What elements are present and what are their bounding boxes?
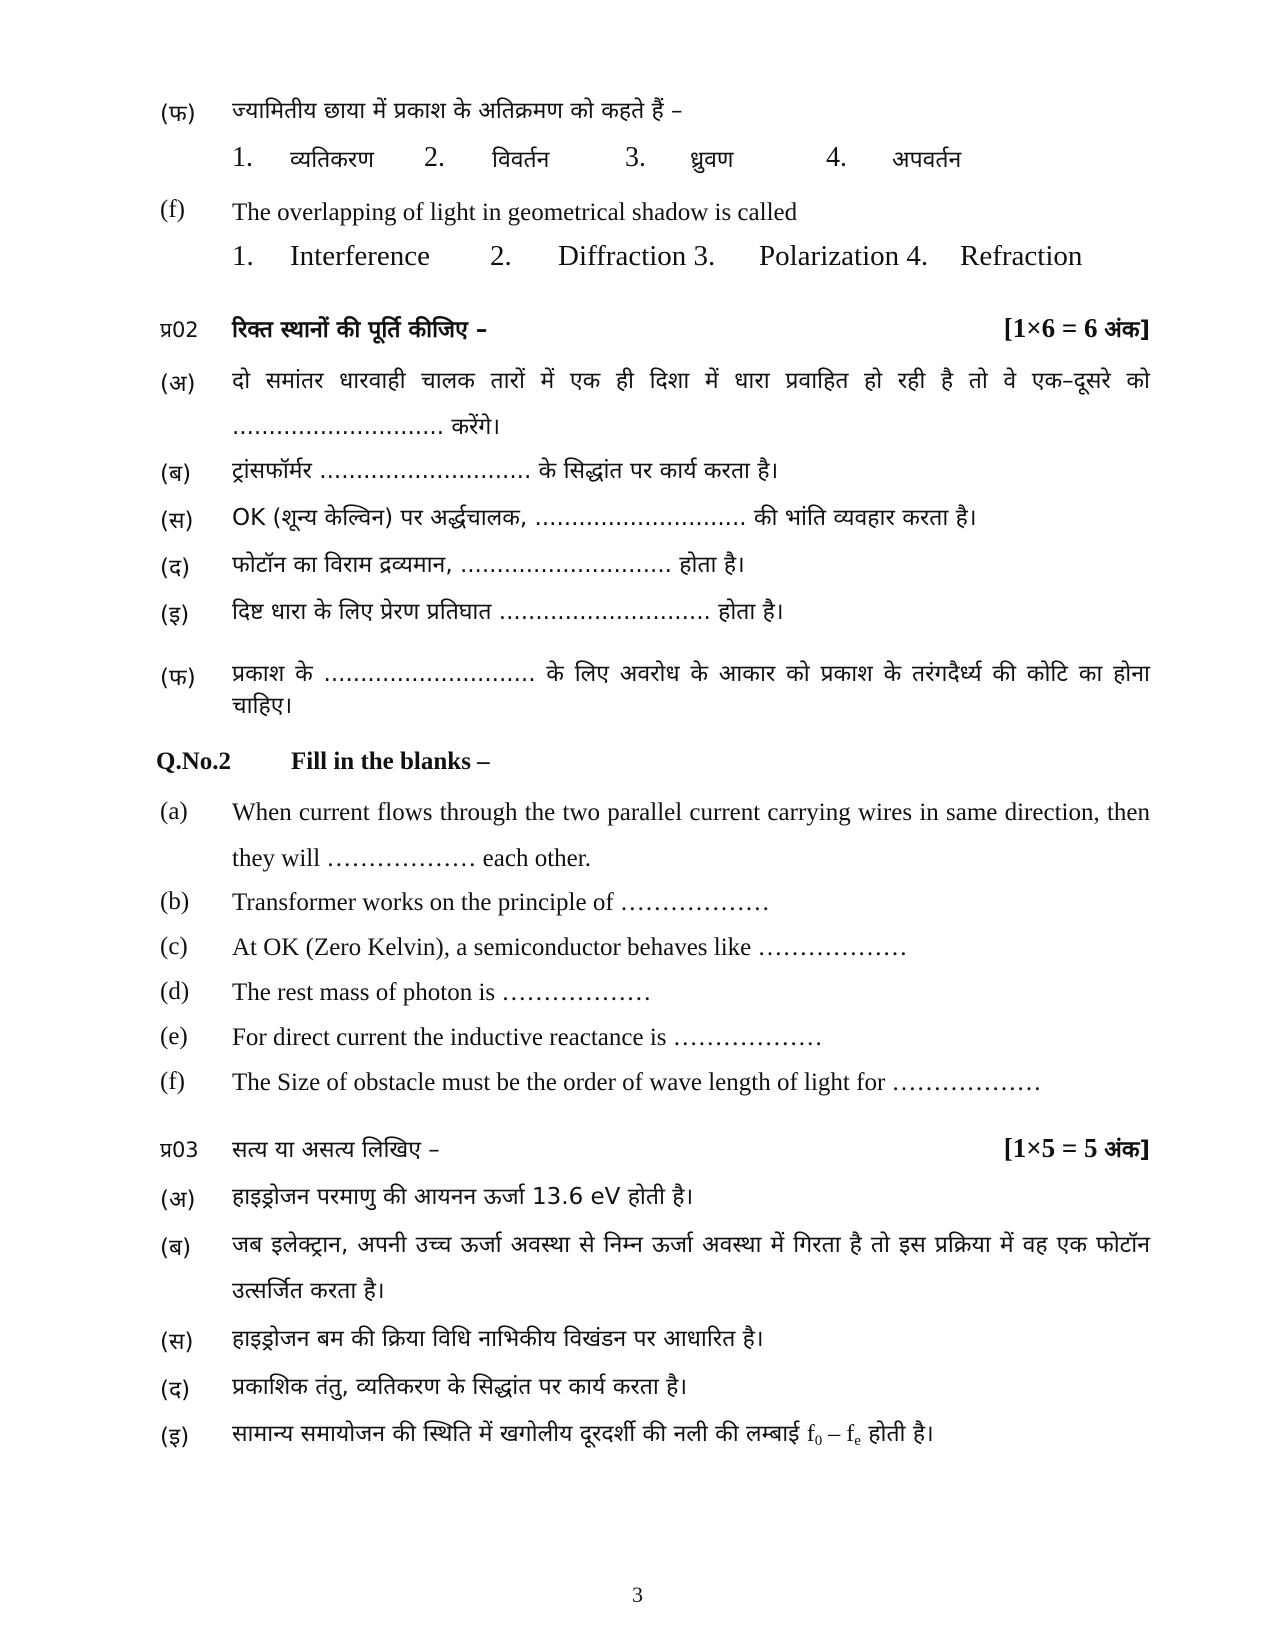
q2-hindi-item: [160, 358, 1150, 450]
item-label: (d): [160, 978, 190, 1005]
item-label: (द): [160, 1377, 191, 1403]
item-label: (f): [160, 196, 185, 223]
q2-hindi-item: [160, 542, 1150, 588]
item-text: For direct current the inductive reactance is ………………: [232, 1024, 823, 1051]
q1-english-item-f: [160, 190, 1150, 236]
marks-label: [1004, 1132, 1150, 1164]
option-number: 4.: [826, 142, 847, 173]
q3-hindi-header: [160, 1132, 1150, 1172]
question-number: Q.No.2: [156, 748, 231, 775]
item-text: हाइड्रोजन परमाणु की आयनन ऊर्जा 13.6 eV होती है।: [232, 1184, 694, 1210]
item-text: फोटॉन का विराम द्रव्यमान, ............................. होता है।: [232, 552, 745, 578]
question-title: सत्य या असत्य लिखिए –: [232, 1137, 440, 1163]
item-label: (स): [160, 508, 194, 534]
option-text: ध्रुवण: [690, 147, 734, 173]
formula: [807, 1421, 861, 1447]
item-label: (e): [160, 1023, 188, 1050]
option-number: 1.: [232, 240, 254, 272]
item-label: (b): [160, 888, 190, 915]
formula-f: f: [846, 1421, 855, 1447]
item-text: प्रकाशिक तंतु, व्यतिकरण के सिद्धांत पर कार्य करता है।: [232, 1374, 688, 1400]
item-label: (इ): [160, 602, 190, 628]
item-text: ट्रांसफॉर्मर ............................. के सिद्धांत पर कार्य करता है।: [232, 458, 779, 484]
q2-english-item: [160, 925, 1150, 971]
item-text: प्रकाश के ............................. के लिए अवरोध के आकार को प्रकाश के तरंगदैर्ध्य की कोटि का होना चाहिए।: [232, 661, 1150, 719]
item-text: When current flows through the two parallel current carrying wires in same direction, then they will ……………… each other.: [232, 799, 1150, 872]
item-text: Transformer works on the principle of ………………: [232, 889, 770, 916]
q1-hindi-options: [232, 142, 1132, 182]
q3-hindi-item: [160, 1222, 1150, 1314]
item-text: हाइड्रोजन बम की क्रिया विधि नाभिकीय विखंडन पर आधारित है।: [232, 1326, 764, 1352]
item-label: (फ): [160, 665, 196, 691]
formula-sub-e: e: [854, 1433, 861, 1449]
q2-english-item: [160, 970, 1150, 1016]
q2-hindi-item: [160, 589, 1150, 635]
q2-english-item: [160, 880, 1150, 926]
q3-hindi-item: [160, 1174, 1150, 1220]
q2-hindi-item: [160, 448, 1150, 494]
marks-value: [1×6 = 6: [1003, 313, 1098, 343]
item-text: OK (शून्य केल्विन) पर अर्द्धचालक, ............................. की भांति व्यवहार करता है।: [232, 505, 977, 531]
item-text: The Size of obstacle must be the order of wave length of light for ………………: [232, 1069, 1042, 1096]
question-number: प्र02: [160, 318, 199, 342]
page-number: 3: [632, 1582, 643, 1607]
q2-english-item: [160, 1015, 1150, 1061]
question-number: प्र03: [160, 1138, 199, 1162]
q2-hindi-header: [160, 312, 1150, 352]
item-text: दो समांतर धारवाही चालक तारों में एक ही दिशा में धारा प्रवाहित हो रही है तो वे एक–दूसरे को ............................. करेंगे।: [232, 368, 1150, 440]
item-text: [232, 1411, 1150, 1464]
item-label: (फ): [160, 101, 196, 127]
item-text: At OK (Zero Kelvin), a semiconductor behaves like ………………: [232, 934, 908, 961]
q2-english-header: [156, 748, 1150, 788]
item-text-before: सामान्य समायोजन की स्थिति में खगोलीय दूरदर्शी की नली की लम्बाई: [232, 1421, 800, 1447]
item-label: (f): [160, 1068, 185, 1095]
option-number: 2.: [490, 240, 512, 272]
item-text: दिष्ट धारा के लिए प्रेरण प्रतिघात ............................. होता है।: [232, 599, 784, 625]
marks-value: [1×5 = 5: [1003, 1133, 1098, 1163]
item-text: The overlapping of light in geometrical shadow is called: [232, 199, 798, 226]
q2-hindi-item: [160, 652, 1150, 722]
q3-hindi-item: [160, 1411, 1150, 1457]
option-text: व्यतिकरण: [290, 147, 374, 173]
item-label: (अ): [160, 1187, 196, 1213]
option-text: Diffraction 3.: [558, 240, 716, 272]
item-label: (स): [160, 1329, 194, 1355]
item-text: जब इलेक्ट्रान, अपनी उच्च ऊर्जा अवस्था से निम्न ऊर्जा अवस्था में गिरता है तो इस प्रक्रिया में वह एक फोटॉन उत्सर्जित करता है।: [232, 1232, 1150, 1304]
marks-unit: अंक]: [1104, 317, 1150, 343]
option-text: विवर्तन: [492, 147, 550, 173]
question-title: रिक्त स्थानों की पूर्ति कीजिए –: [232, 317, 488, 343]
option-number: 2.: [424, 142, 445, 173]
option-number: 3.: [625, 142, 646, 173]
q3-hindi-item: [160, 1316, 1150, 1362]
option-number: 1.: [232, 142, 253, 173]
item-label: (c): [160, 933, 188, 960]
item-label: (अ): [160, 371, 196, 397]
formula-sub-0: 0: [814, 1433, 823, 1449]
item-text: The rest mass of photon is ………………: [232, 979, 652, 1006]
marks-unit: अंक]: [1104, 1137, 1150, 1163]
q2-english-item: [160, 790, 1150, 882]
item-text: ज्यामितीय छाया में प्रकाश के अतिक्रमण को कहते हैं –: [232, 98, 683, 124]
question-title: Fill in the blanks –: [291, 748, 490, 775]
q2-hindi-item: [160, 495, 1150, 541]
formula-minus: –: [822, 1421, 847, 1447]
q1-hindi-item-f: [160, 88, 1150, 134]
item-label: (द): [160, 555, 191, 581]
item-label: (इ): [160, 1424, 190, 1450]
q1-english-options: [232, 240, 1132, 280]
q3-hindi-item: [160, 1364, 1150, 1410]
item-label: (ब): [160, 1235, 192, 1261]
item-label: (a): [160, 798, 188, 825]
item-label: (ब): [160, 461, 192, 487]
marks-label: [1004, 312, 1150, 344]
option-text: अपवर्तन: [892, 147, 962, 173]
item-text-after: होती है।: [868, 1421, 934, 1447]
option-text: Interference: [290, 240, 431, 272]
formula-f: f: [806, 1421, 815, 1447]
option-text: Refraction: [960, 240, 1083, 272]
option-text: Polarization 4.: [759, 240, 929, 272]
q2-english-item: [160, 1060, 1150, 1106]
